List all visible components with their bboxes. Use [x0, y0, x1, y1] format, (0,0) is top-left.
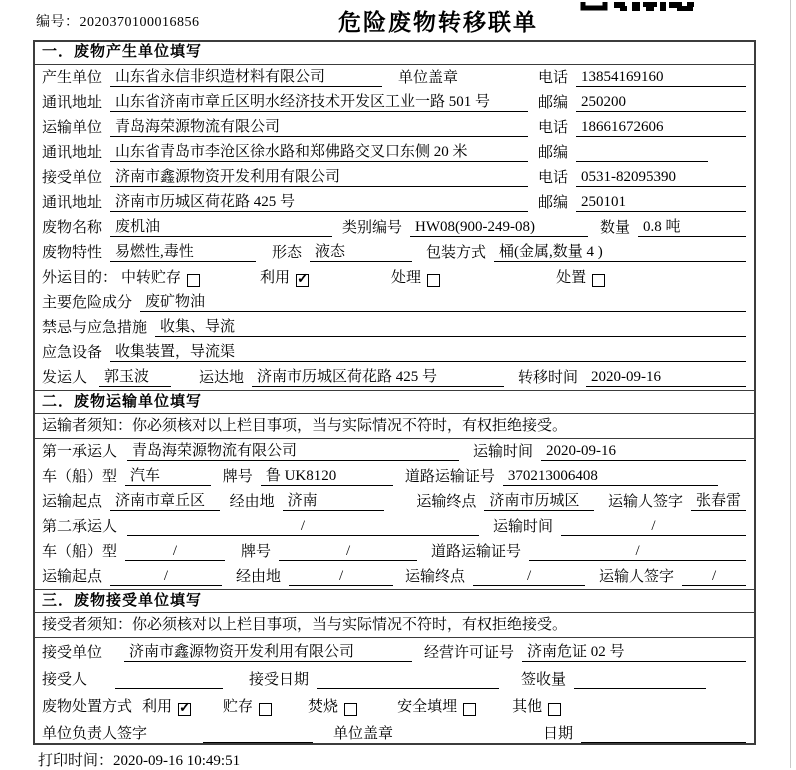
sign-date-value [581, 725, 746, 743]
vehicle1-label: 车（船）型 [42, 469, 118, 485]
zip3-label: 邮编 [537, 195, 568, 211]
destination-value: 济南市历城区荷花路 425 号 [252, 365, 504, 387]
transporter-address-row [35, 140, 754, 165]
page-title: 危险废物转移联单 [338, 10, 538, 35]
amount-value [574, 671, 706, 689]
print-time-label: 打印时间： [38, 753, 114, 769]
plate2-label: 牌号 [241, 544, 272, 560]
disposal-incineration-checkbox [344, 703, 357, 716]
disposal-landfill-checkbox [463, 703, 476, 716]
vehicle1-row [35, 464, 754, 489]
route1-row [35, 489, 754, 514]
receiver-address-row [35, 190, 754, 215]
producer-value: 山东省永信非织造材料有限公司 [110, 65, 382, 87]
vehicle2-row [35, 539, 754, 564]
zip2-value [576, 144, 708, 162]
address3-label: 通讯地址 [42, 195, 103, 211]
hazard-row [35, 290, 754, 315]
address1-value: 山东省济南市章丘区明水经济技术开发区工业一路 501 号 [110, 90, 528, 112]
receiver-row [35, 165, 754, 190]
transfer-storage-checkbox [187, 274, 200, 287]
taboo-value: 收集、导流 [155, 315, 746, 337]
disposal-option-use: 利用 [142, 699, 173, 715]
plate2-value: / [279, 543, 417, 561]
address2-label: 通讯地址 [42, 145, 103, 161]
end1-value: 济南市历城区 [484, 489, 594, 511]
sign1-label: 运输人签字 [607, 494, 683, 510]
license1-value: 370213006408 [503, 468, 718, 486]
origin1-label: 运输起点 [42, 494, 103, 510]
phone2-value: 18661672606 [576, 119, 746, 137]
time1-value: 2020-09-16 [541, 443, 746, 461]
via1-label: 经由地 [229, 494, 275, 510]
receiver-value: 济南市鑫源物资开发利用有限公司 [110, 165, 528, 187]
carrier1-row [35, 439, 754, 464]
phone1-value: 13854169160 [576, 69, 746, 87]
phone3-value: 0531-82095390 [576, 169, 746, 187]
phone2-label: 电话 [537, 120, 568, 136]
section3-notice: 接受者须知：你必须核对以上栏目事项，当与实际情况不符时，有权拒绝接受。 [35, 613, 754, 638]
zip2-label: 邮编 [537, 145, 568, 161]
transporter-value: 青岛海荣源物流有限公司 [110, 115, 528, 137]
time2-label: 运输时间 [493, 519, 554, 535]
origin1-value: 济南市章丘区 [110, 489, 220, 511]
accept-date-value [317, 671, 499, 689]
end1-label: 运输终点 [416, 494, 477, 510]
disposal-option-landfill: 安全填埋 [397, 699, 458, 715]
producer-address-row [35, 90, 754, 115]
manager-sign-row [35, 719, 754, 746]
end2-value: / [473, 568, 585, 586]
doc-number [36, 11, 200, 31]
via2-label: 经由地 [236, 569, 282, 585]
purpose-label: 外运目的： [42, 270, 118, 286]
transfer-time-value: 2020-09-16 [586, 369, 746, 387]
vehicle2-value: / [125, 543, 225, 561]
dispose-checkbox [592, 274, 605, 287]
license2-label: 道路运输证号 [431, 544, 522, 560]
vehicle1-value: 汽车 [125, 464, 211, 486]
equipment-label: 应急设备 [42, 345, 103, 361]
purpose-option-use: 利用 [260, 270, 291, 286]
shipper-row [35, 365, 754, 390]
origin2-label: 运输起点 [42, 569, 103, 585]
permit-label: 经营许可证号 [424, 645, 515, 661]
accept-person-row [35, 665, 754, 692]
unit-seal2-label: 单位盖章 [333, 726, 394, 742]
waste-name-value: 废机油 [110, 215, 332, 237]
transfer-form-table [33, 40, 756, 745]
permit-value: 济南危证 02 号 [522, 640, 746, 662]
waste-character-row [35, 240, 754, 265]
shipper-label: 发运人 [42, 370, 88, 386]
transporter-row [35, 115, 754, 140]
section1-header: 一．废物产生单位填写 [35, 42, 754, 65]
disposal-label: 废物处置方式 [42, 699, 133, 715]
carrier2-row [35, 514, 754, 539]
taboo-row [35, 315, 754, 340]
doc-number-label: 编号： [36, 15, 80, 30]
producer-label: 产生单位 [42, 70, 103, 86]
plate1-value: 鲁 UK8120 [261, 464, 393, 486]
via2-value: / [289, 568, 393, 586]
producer-row [35, 65, 754, 90]
plate1-label: 牌号 [222, 469, 253, 485]
print-time-value: 2020-09-16 10:49:51 [113, 753, 241, 769]
carrier2-value: / [127, 518, 479, 536]
transfer-time-label: 转移时间 [518, 370, 579, 386]
taboo-label: 禁忌与应急措施 [42, 320, 148, 336]
via1-value: 济南 [283, 489, 385, 511]
waste-name-row [35, 215, 754, 240]
disposal-use-checkbox [178, 703, 191, 716]
character-value: 易燃性,毒性 [110, 240, 256, 262]
license2-value: / [529, 543, 746, 561]
accept-person-label: 接受人 [42, 672, 88, 688]
packing-value: 桶(金属,数量 4 ) [494, 240, 746, 262]
disposal-storage-checkbox [259, 703, 272, 716]
treat-checkbox [427, 274, 440, 287]
route2-row [35, 564, 754, 589]
equipment-value: 收集装置，导流渠 [110, 340, 746, 362]
accept-date-label: 接受日期 [249, 672, 310, 688]
amount-label: 签收量 [521, 672, 567, 688]
disposal-option-other: 其他 [512, 699, 543, 715]
destination-label: 运达地 [199, 370, 245, 386]
shipper-value: 郭玉波 [99, 365, 171, 387]
state-label: 形态 [272, 245, 303, 261]
zip1-value: 250200 [576, 94, 746, 112]
doc-number-value: 2020370100016856 [79, 15, 200, 30]
purpose-option-treat: 处理 [391, 270, 422, 286]
origin2-value: / [110, 568, 222, 586]
zip3-value: 250101 [576, 194, 746, 212]
purpose-option-transfer-storage: 中转贮存 [121, 270, 182, 286]
zip1-label: 邮编 [537, 95, 568, 111]
end2-label: 运输终点 [405, 569, 466, 585]
purpose-option-dispose: 处置 [556, 270, 587, 286]
carrier1-value: 青岛海荣源物流有限公司 [127, 439, 459, 461]
carrier1-label: 第一承运人 [42, 444, 118, 460]
address1-label: 通讯地址 [42, 95, 103, 111]
address3-value: 济南市历城区荷花路 425 号 [110, 190, 528, 212]
character-label: 废物特性 [42, 245, 103, 261]
disposal-other-checkbox [548, 703, 561, 716]
sign2-label: 运输人签字 [599, 569, 675, 585]
sign-date-label: 日期 [543, 726, 574, 742]
address2-value: 山东省青岛市李沧区徐水路和郑佛路交叉口东侧 20 米 [110, 140, 528, 162]
packing-label: 包装方式 [426, 245, 487, 261]
accept-unit-label: 接受单位 [42, 645, 103, 661]
phone1-label: 电话 [537, 70, 568, 86]
category-label: 类别编号 [342, 220, 403, 236]
manager-sign-value [203, 725, 313, 743]
page-edge-line [790, 0, 791, 768]
hazard-label: 主要危险成分 [42, 295, 133, 311]
disposal-option-incineration: 焚烧 [308, 699, 339, 715]
section2-notice: 运输者须知：你必须核对以上栏目事项，当与实际情况不符时，有权拒绝接受。 [35, 414, 754, 439]
waste-name-label: 废物名称 [42, 220, 103, 236]
disposal-option-storage: 贮存 [223, 699, 254, 715]
receiver-label: 接受单位 [42, 170, 103, 186]
time2-value: / [561, 518, 746, 536]
category-value: HW08(900-249-08) [410, 219, 588, 237]
equipment-row [35, 340, 754, 365]
use-checkbox [296, 274, 309, 287]
qr-code-fragment-icon [580, 0, 696, 11]
carrier2-label: 第二承运人 [42, 519, 118, 535]
accept-person-value [115, 671, 223, 689]
unit-seal-label: 单位盖章 [398, 70, 459, 86]
print-time [38, 749, 240, 770]
quantity-value: 0.8 吨 [638, 215, 746, 237]
sign1-value: 张春雷 [691, 489, 746, 511]
phone3-label: 电话 [537, 170, 568, 186]
manager-sign-label: 单位负责人签字 [42, 726, 148, 742]
time1-label: 运输时间 [473, 444, 534, 460]
hazard-value: 废矿物油 [140, 290, 746, 312]
accept-unit-value: 济南市鑫源物资开发利用有限公司 [124, 640, 412, 662]
sign2-value: / [682, 568, 746, 586]
disposal-row [35, 692, 754, 719]
vehicle2-label: 车（船）型 [42, 544, 118, 560]
transporter-label: 运输单位 [42, 120, 103, 136]
license1-label: 道路运输证号 [404, 469, 495, 485]
purpose-row [35, 265, 754, 290]
section2-header: 二．废物运输单位填写 [35, 390, 754, 414]
section3-header: 三．废物接受单位填写 [35, 589, 754, 613]
accept-unit-row [35, 638, 754, 665]
state-value: 液态 [310, 240, 412, 262]
quantity-label: 数量 [600, 220, 631, 236]
